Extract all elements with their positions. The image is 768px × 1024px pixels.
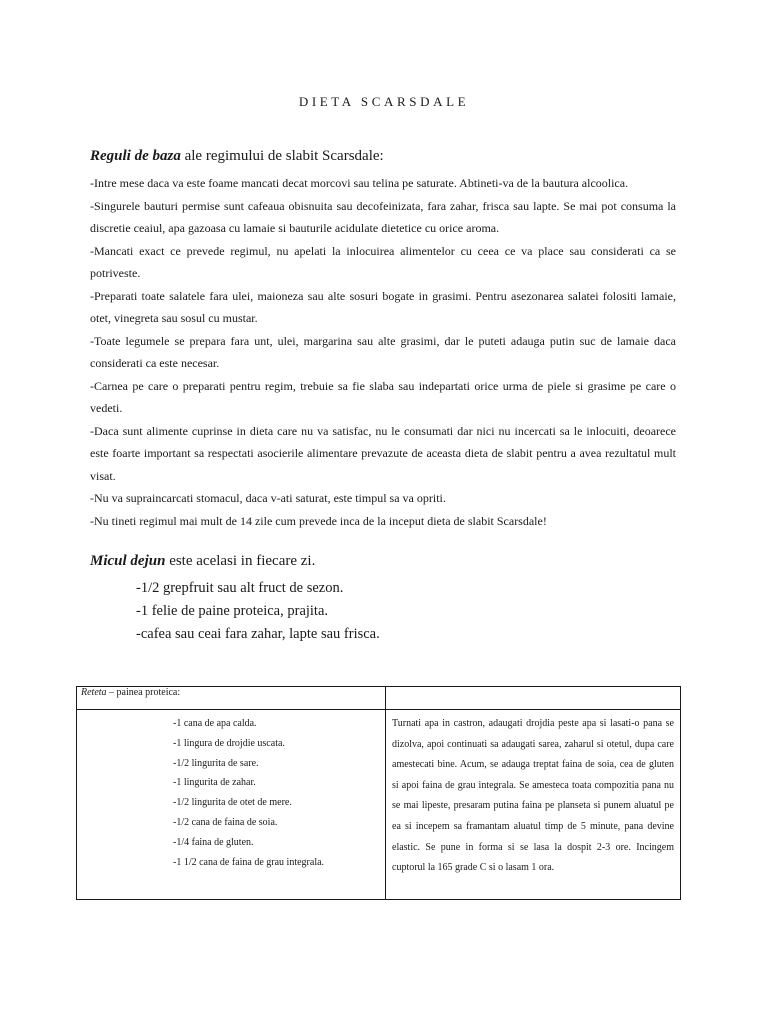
rule-item: -Intre mese daca va este foame mancati decat morcovi sau telina pe saturate. Abtineti-va de la bautura alcoolica.: [90, 176, 629, 190]
breakfast-heading: [90, 553, 315, 570]
recipe-table: [76, 686, 681, 900]
ingredient-item: -1 lingura de drojdie uscata.: [173, 737, 285, 749]
rule-item: -Toate legumele se prepara fara unt, ulei, margarina sau alte grasimi, dar le puteti adauga putin suc de lamaie daca considerati ca este necesar.: [90, 333, 676, 370]
rule-item: -Nu tineti regimul mai mult de 14 zile cum prevede inca de la inceput dieta de slabit Scarsdale!: [90, 513, 547, 528]
recipe-table-header-row: [77, 687, 681, 710]
ingredient-item: -1 1/2 cana de faina de grau integrala.: [173, 856, 325, 868]
recipe-table-body-row: [77, 710, 681, 900]
rule-item: -Nu va supraincarcati stomacul, daca v-ati saturat, este timpul sa va opriti.: [90, 491, 446, 505]
recipe-table-header-cell: [77, 687, 386, 710]
recipe-ingredients-cell: [77, 710, 386, 900]
ingredient-item: -1 cana de apa calda.: [173, 718, 257, 729]
breakfast-item: -1/2 grepfruit sau alt fruct de sezon.: [136, 580, 344, 596]
rules-heading: [90, 148, 384, 165]
breakfast-item: -1 felie de paine proteica, prajita.: [136, 603, 329, 619]
ingredient-item: -1/2 cana de faina de soia.: [173, 816, 278, 828]
breakfast-heading-text: este acelasi in fiecare zi.: [165, 553, 316, 569]
rule-item: -Mancati exact ce prevede regimul, nu apelati la inlocuirea alimentelor cu ceea ce va place sau considerati ca se potriveste.: [90, 243, 676, 280]
breakfast-item: -cafea sau ceai fara zahar, lapte sau frisca.: [136, 626, 380, 642]
recipe-header-italic: Reteta: [81, 687, 107, 698]
breakfast-heading-bold: Micul dejun: [90, 553, 166, 569]
rule-item: -Preparati toate salatele fara ulei, maioneza sau alte sosuri bogate in grasimi. Pentru asezonarea salatei folositi lamaie, otet, vinegreta sau sosul cu mustar.: [90, 288, 676, 325]
recipe-method-cell: Turnati apa in castron, adaugati drojdia peste apa si lasati-o pana se dizolva, apoi continuati sa adaugati sarea, zaharul si otetul, dupa care amestecati bine. Acum, se adauga treptat faina de soia, cea de gluten si apoi faina de grau integrala. Se amesteca toata compozitia pana nu se mai lipeste, presaram putina faina pe planseta si punem aluatul pe ea si incepem sa framantam aluatul timp de 5 minute, pana devine elastic. Se pune in forma si se lasa la dospit 2-3 ore. Incingem cuptorul la 165 grade C si o lasam 1 ora.: [386, 710, 681, 900]
rule-item: -Singurele bauturi permise sunt cafeaua obisnuita sau decofeinizata, fara zahar, frisca sau lapte. Se mai pot consuma la discretie ceaiul, apa gazoasa cu lamaie si bauturile acidulate dietetice cu orice aroma.: [90, 198, 676, 235]
rule-item: -Carnea pe care o preparati pentru regim, trebuie sa fie slaba sau indepartati orice urma de piele si grasime pe care o vedeti.: [90, 378, 676, 415]
recipe-header-text: – painea proteica:: [106, 687, 181, 698]
rules-heading-text: ale regimului de slabit Scarsdale:: [180, 148, 384, 164]
breakfast-list: [136, 577, 380, 646]
recipe-table-header-empty-cell: [386, 687, 681, 710]
rule-item: -Daca sunt alimente cuprinse in dieta care nu va satisfac, nu le consumati dar nici nu incercati sa le inlocuiti, deoarece este foarte important sa respectati asocierile alimentare prevazute de aceasta dieta de slabit pentru a avea rezultatul mult visat.: [90, 423, 676, 483]
ingredient-item: -1/4 faina de gluten.: [173, 836, 254, 848]
ingredient-item: -1 lingurita de zahar.: [173, 777, 256, 789]
rules-list: [90, 172, 676, 532]
rules-heading-bold: Reguli de baza: [90, 148, 181, 164]
ingredient-item: -1/2 lingurita de otet de mere.: [173, 797, 292, 809]
ingredient-item: -1/2 lingurita de sare.: [173, 757, 259, 769]
document-title: DIETA SCARSDALE: [298, 94, 470, 109]
